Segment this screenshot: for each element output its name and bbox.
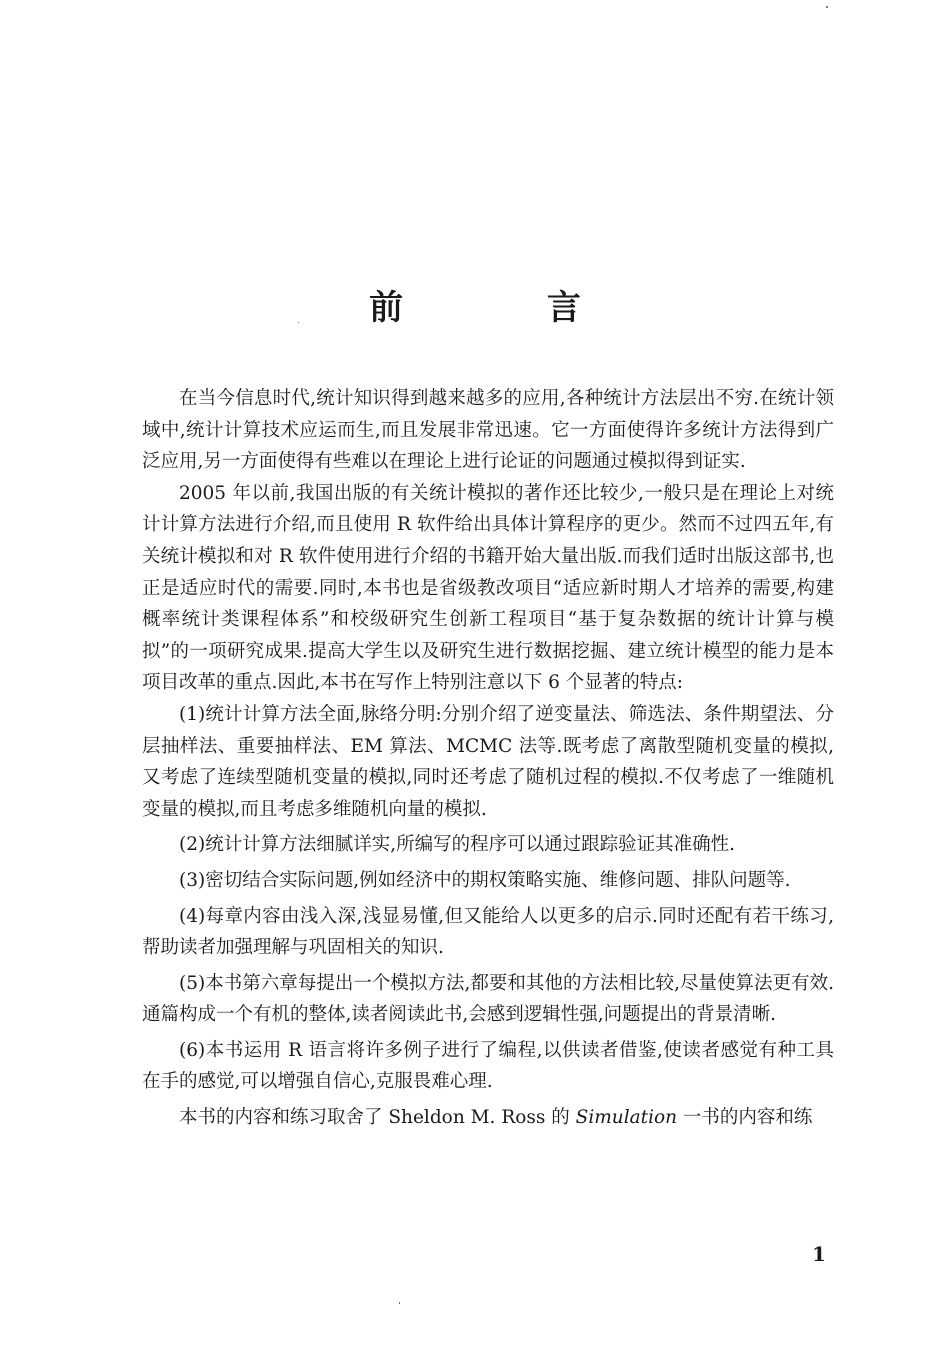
sources-text-before: 本书的内容和练习取舍了 Sheldon M. Ross 的: [179, 1107, 576, 1129]
feature-item-5: (5)本书第六章每提出一个模拟方法,都要和其他的方法相比较,尽量使算法更有效.通篇构成一个有机的整体,读者阅读此书,会感到逻辑性强,问题提出的背景清晰.: [142, 972, 834, 1026]
preface-body: [142, 383, 834, 1134]
scan-speck: [826, 6, 828, 8]
sources-text-after: 一书的内容和练: [677, 1107, 813, 1129]
paragraph-intro: 在当今信息时代,统计知识得到越来越多的应用,各种统计方法层出不穷.在统计领域中,统计计算技术应运而生,而且发展非常迅速。它一方面使得许多统计方法得到广泛应用,另一方面使得有些难以在理论上进行论证的问题通过模拟得到证实.: [142, 388, 834, 473]
page-number: 1: [812, 1242, 826, 1266]
feature-item-6: (6)本书运用 R 语言将许多例子进行了编程,以供读者借鉴,使读者感觉有种工具在手的感觉,可以增强自信心,克服畏难心理.: [142, 1039, 834, 1093]
feature-item-3: (3)密切结合实际问题,例如经济中的期权策略实施、维修问题、排队问题等.: [179, 869, 791, 891]
feature-item-1: (1)统计计算方法全面,脉络分明:分别介绍了逆变量法、筛选法、条件期望法、分层抽样法、重要抽样法、EM 算法、MCMC 法等.既考虑了离散型随机变量的模拟,又考虑了连续型随机变量的模拟,同时还考虑了随机过程的模拟.不仅考虑了一维随机变量的模拟,而且考虑多维随机向量的模拟.: [142, 703, 834, 820]
paragraph-background: 2005 年以前,我国出版的有关统计模拟的著作还比较少,一般只是在理论上对统计计算方法进行介绍,而且使用 R 软件给出具体计算程序的更少。然而不过四五年,有关统计模拟和对 R 软件使用进行介绍的书籍开始大量出版.而我们适时出版这部书,也正是适应时代的需要.同时,本书也是省级教改项目“适应新时期人才培养的需要,构建概率统计类课程体系”和校级研究生创新工程项目“基于复杂数据的统计计算与模拟”的一项研究成果.提高大学生以及研究生进行数据挖掘、建立统计模型的能力是本项目改革的重点.因此,本书在写作上特别注意以下 6 个显著的特点:: [142, 482, 834, 694]
feature-item-2: (2)统计计算方法细腻详实,所编写的程序可以通过跟踪验证其准确性.: [179, 834, 735, 856]
scan-speck: [298, 322, 299, 323]
feature-item-4: (4)每章内容由浅入深,浅显易懂,但又能给人以更多的启示.同时还配有若干练习,帮助读者加强理解与巩固相关的知识.: [142, 905, 834, 959]
book-title-simulation: Simulation: [575, 1107, 678, 1129]
scan-speck: [399, 1302, 400, 1304]
paragraph-sources: [142, 1102, 834, 1134]
page-title: 前 言: [369, 288, 647, 328]
